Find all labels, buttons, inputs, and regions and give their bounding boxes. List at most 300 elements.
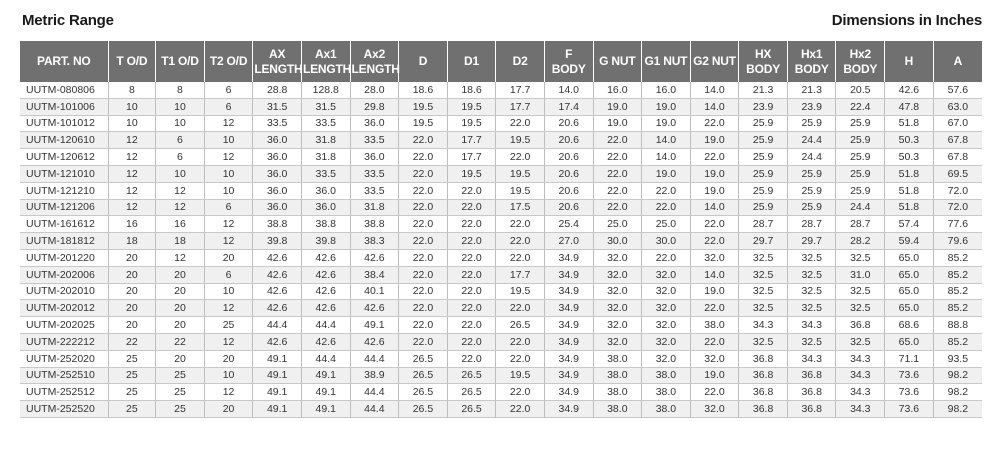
part-number-cell: UUTM-121210	[20, 182, 108, 199]
column-header: T1 O/D	[156, 41, 205, 82]
part-number-cell: UUTM-080806	[20, 82, 108, 98]
dimension-cell: 22.0	[496, 149, 545, 166]
column-header: Ax2 LENGTH	[350, 41, 399, 82]
dimension-cell: 98.2	[933, 367, 982, 384]
dimension-cell: 14.0	[642, 132, 691, 149]
dimension-cell: 42.6	[350, 333, 399, 350]
column-header: F BODY	[544, 41, 593, 82]
column-header: Hx2 BODY	[836, 41, 885, 82]
dimension-cell: 42.6	[253, 249, 302, 266]
dimension-cell: 33.5	[253, 115, 302, 132]
dimension-cell: 44.4	[350, 401, 399, 418]
dimension-cell: 32.5	[836, 333, 885, 350]
dimension-cell: 19.0	[690, 283, 739, 300]
dimension-cell: 22.0	[399, 216, 448, 233]
dimension-cell: 19.5	[496, 182, 545, 199]
dimension-cell: 22.0	[642, 249, 691, 266]
dimension-cell: 22.0	[593, 149, 642, 166]
dimension-cell: 29.7	[739, 233, 788, 250]
dimension-cell: 25.9	[836, 132, 885, 149]
dimension-cell: 20	[156, 350, 205, 367]
dimension-cell: 49.1	[253, 384, 302, 401]
dimension-cell: 31.5	[301, 98, 350, 115]
dimension-cell: 65.0	[885, 283, 934, 300]
dimension-cell: 24.4	[787, 132, 836, 149]
dimension-cell: 19.0	[593, 115, 642, 132]
dimension-cell: 32.5	[739, 249, 788, 266]
dimension-cell: 19.5	[496, 165, 545, 182]
dimension-cell: 22.0	[447, 300, 496, 317]
table-row	[20, 98, 982, 115]
dimension-cell: 34.9	[544, 367, 593, 384]
dimension-cell: 14.0	[690, 199, 739, 216]
dimension-cell: 31.8	[301, 132, 350, 149]
dimension-cell: 34.3	[787, 317, 836, 334]
dimension-cell: 32.5	[787, 300, 836, 317]
dimension-cell: 19.0	[642, 115, 691, 132]
dimension-cell: 42.6	[301, 249, 350, 266]
dimension-cell: 10	[156, 165, 205, 182]
dimension-cell: 25.9	[836, 165, 885, 182]
dimension-cell: 22.0	[447, 233, 496, 250]
dimension-cell: 42.6	[885, 82, 934, 98]
dimension-cell: 128.8	[301, 82, 350, 98]
dimension-cell: 12	[204, 233, 253, 250]
dimension-cell: 19.5	[399, 115, 448, 132]
dimension-cell: 22.0	[690, 300, 739, 317]
dimension-cell: 10	[204, 132, 253, 149]
dimension-cell: 20	[204, 350, 253, 367]
dimension-cell: 28.2	[836, 233, 885, 250]
dimension-cell: 72.0	[933, 182, 982, 199]
dimension-cell: 32.0	[642, 333, 691, 350]
dimension-cell: 42.6	[253, 266, 302, 283]
dimension-cell: 18	[156, 233, 205, 250]
table-row	[20, 132, 982, 149]
dimension-cell: 32.5	[739, 300, 788, 317]
column-header: Ax1 LENGTH	[301, 41, 350, 82]
dimension-cell: 29.8	[350, 98, 399, 115]
dimension-cell: 21.3	[739, 82, 788, 98]
dimension-cell: 6	[204, 266, 253, 283]
dimension-cell: 16	[108, 216, 156, 233]
dimension-cell: 40.1	[350, 283, 399, 300]
dimension-cell: 22.4	[836, 98, 885, 115]
dimensions-table	[20, 41, 982, 418]
column-header: D1	[447, 41, 496, 82]
table-row	[20, 317, 982, 334]
dimension-cell: 85.2	[933, 249, 982, 266]
part-number-cell: UUTM-120612	[20, 149, 108, 166]
dimension-cell: 22.0	[496, 384, 545, 401]
dimension-cell: 85.2	[933, 266, 982, 283]
part-number-cell: UUTM-161612	[20, 216, 108, 233]
dimension-cell: 25.9	[739, 165, 788, 182]
dimension-cell: 22.0	[496, 333, 545, 350]
dimension-cell: 36.0	[253, 132, 302, 149]
dimension-cell: 26.5	[447, 401, 496, 418]
dimension-cell: 20	[156, 300, 205, 317]
dimension-cell: 38.0	[642, 367, 691, 384]
dimension-cell: 14.0	[690, 98, 739, 115]
dimension-cell: 26.5	[399, 384, 448, 401]
dimension-cell: 34.3	[836, 401, 885, 418]
dimension-cell: 25.9	[739, 149, 788, 166]
dimension-cell: 19.5	[447, 165, 496, 182]
part-number-cell: UUTM-222212	[20, 333, 108, 350]
dimension-cell: 22.0	[399, 132, 448, 149]
dimension-cell: 20	[156, 283, 205, 300]
dimension-cell: 22.0	[399, 266, 448, 283]
dimension-cell: 12	[204, 300, 253, 317]
dimension-cell: 47.8	[885, 98, 934, 115]
dimension-cell: 12	[204, 333, 253, 350]
dimension-cell: 20	[156, 266, 205, 283]
dimension-cell: 19.0	[642, 165, 691, 182]
dimension-cell: 32.0	[593, 283, 642, 300]
dimension-cell: 31.8	[350, 199, 399, 216]
dimension-cell: 19.5	[496, 367, 545, 384]
dimension-cell: 32.5	[787, 266, 836, 283]
dimension-cell: 25.9	[836, 115, 885, 132]
dimension-cell: 31.8	[301, 149, 350, 166]
dimension-cell: 12	[108, 182, 156, 199]
dimension-cell: 32.0	[593, 300, 642, 317]
dimension-cell: 26.5	[399, 367, 448, 384]
dimension-cell: 22.0	[642, 199, 691, 216]
dimension-cell: 20	[204, 401, 253, 418]
dimension-cell: 32.0	[642, 317, 691, 334]
dimension-cell: 38.0	[642, 384, 691, 401]
dimension-cell: 73.6	[885, 367, 934, 384]
dimension-cell: 71.1	[885, 350, 934, 367]
dimension-cell: 65.0	[885, 333, 934, 350]
dimension-cell: 33.5	[301, 115, 350, 132]
dimension-cell: 32.5	[787, 333, 836, 350]
dimension-cell: 22.0	[447, 249, 496, 266]
dimension-cell: 49.1	[350, 317, 399, 334]
dimension-cell: 34.9	[544, 283, 593, 300]
dimension-cell: 38.9	[350, 367, 399, 384]
part-number-cell: UUTM-101012	[20, 115, 108, 132]
part-number-cell: UUTM-202010	[20, 283, 108, 300]
dimension-cell: 85.2	[933, 333, 982, 350]
dimension-cell: 50.3	[885, 149, 934, 166]
dimension-cell: 32.0	[593, 333, 642, 350]
dimension-cell: 36.8	[739, 401, 788, 418]
dimension-cell: 17.7	[496, 266, 545, 283]
dimension-cell: 12	[156, 249, 205, 266]
header-bar	[0, 0, 1000, 40]
dimension-cell: 44.4	[301, 317, 350, 334]
dimension-cell: 36.0	[253, 199, 302, 216]
dimension-cell: 25	[108, 367, 156, 384]
dimension-cell: 32.5	[739, 266, 788, 283]
dimension-cell: 34.9	[544, 401, 593, 418]
dimension-cell: 12	[204, 384, 253, 401]
part-number-cell: UUTM-181812	[20, 233, 108, 250]
dimension-cell: 22.0	[447, 266, 496, 283]
dimension-cell: 44.4	[253, 317, 302, 334]
dimension-cell: 28.8	[253, 82, 302, 98]
part-number-cell: UUTM-252512	[20, 384, 108, 401]
dimension-cell: 32.0	[593, 249, 642, 266]
dimension-cell: 34.9	[544, 266, 593, 283]
dimension-cell: 36.8	[787, 367, 836, 384]
dimension-cell: 22.0	[593, 165, 642, 182]
table-row	[20, 333, 982, 350]
dimension-cell: 42.6	[301, 266, 350, 283]
dimension-cell: 26.5	[447, 367, 496, 384]
dimension-cell: 39.8	[253, 233, 302, 250]
dimension-cell: 33.5	[350, 165, 399, 182]
dimension-cell: 36.8	[836, 317, 885, 334]
table-row	[20, 350, 982, 367]
part-number-cell: UUTM-201220	[20, 249, 108, 266]
dimension-cell: 98.2	[933, 401, 982, 418]
table-row	[20, 367, 982, 384]
dimension-cell: 12	[156, 199, 205, 216]
dimension-cell: 36.8	[787, 384, 836, 401]
table-row	[20, 266, 982, 283]
dimension-cell: 34.3	[836, 367, 885, 384]
dimension-cell: 34.9	[544, 249, 593, 266]
dimension-cell: 19.0	[690, 367, 739, 384]
column-header: G NUT	[593, 41, 642, 82]
column-header: G1 NUT	[642, 41, 691, 82]
column-header: Hx1 BODY	[787, 41, 836, 82]
dimension-cell: 17.7	[447, 149, 496, 166]
dimension-cell: 73.6	[885, 384, 934, 401]
dimension-cell: 21.3	[787, 82, 836, 98]
dimension-cell: 26.5	[496, 317, 545, 334]
dimension-cell: 34.9	[544, 317, 593, 334]
table-row	[20, 216, 982, 233]
dimension-cell: 33.5	[350, 132, 399, 149]
dimension-cell: 20	[108, 266, 156, 283]
dimension-cell: 19.5	[447, 98, 496, 115]
dimension-cell: 28.7	[836, 216, 885, 233]
dimension-cell: 39.8	[301, 233, 350, 250]
column-header: G2 NUT	[690, 41, 739, 82]
dimension-cell: 22.0	[593, 199, 642, 216]
dimension-cell: 22	[156, 333, 205, 350]
dimension-cell: 25.9	[787, 182, 836, 199]
dimension-cell: 19.5	[496, 132, 545, 149]
dimension-cell: 36.8	[739, 367, 788, 384]
dimension-cell: 49.1	[301, 367, 350, 384]
dimension-cell: 22.0	[690, 216, 739, 233]
dimension-cell: 30.0	[593, 233, 642, 250]
dimension-cell: 16.0	[642, 82, 691, 98]
dimension-cell: 34.3	[787, 350, 836, 367]
dimension-cell: 28.7	[787, 216, 836, 233]
dimension-cell: 20.6	[544, 165, 593, 182]
table-row	[20, 199, 982, 216]
dimension-cell: 19.0	[690, 165, 739, 182]
dimension-cell: 12	[108, 149, 156, 166]
dimension-cell: 44.4	[350, 384, 399, 401]
dimension-cell: 26.5	[447, 384, 496, 401]
dimension-cell: 6	[156, 149, 205, 166]
dimension-cell: 22.0	[447, 182, 496, 199]
dimension-cell: 33.5	[350, 182, 399, 199]
part-number-cell: UUTM-202025	[20, 317, 108, 334]
dimension-cell: 6	[204, 82, 253, 98]
dimension-cell: 6	[156, 132, 205, 149]
dimension-cell: 42.6	[253, 333, 302, 350]
dimension-cell: 67.8	[933, 132, 982, 149]
dimension-cell: 14.0	[544, 82, 593, 98]
dimension-cell: 10	[204, 283, 253, 300]
dimension-cell: 22.0	[399, 149, 448, 166]
dimension-cell: 93.5	[933, 350, 982, 367]
dimension-cell: 34.3	[836, 384, 885, 401]
dimension-cell: 31.5	[253, 98, 302, 115]
dimension-cell: 42.6	[350, 300, 399, 317]
dimension-cell: 50.3	[885, 132, 934, 149]
dimension-cell: 26.5	[399, 401, 448, 418]
table-body	[20, 82, 982, 417]
dimension-cell: 17.7	[496, 82, 545, 98]
dimension-cell: 8	[108, 82, 156, 98]
dimension-cell: 49.1	[253, 350, 302, 367]
dimension-cell: 22.0	[447, 317, 496, 334]
dimension-cell: 25.9	[739, 182, 788, 199]
dimension-cell: 10	[156, 115, 205, 132]
table-header-row	[20, 41, 982, 82]
dimension-cell: 63.0	[933, 98, 982, 115]
dimension-cell: 17.4	[544, 98, 593, 115]
dimension-cell: 10	[204, 182, 253, 199]
column-header: T2 O/D	[204, 41, 253, 82]
dimension-cell: 6	[204, 199, 253, 216]
table-row	[20, 384, 982, 401]
dimension-cell: 19.0	[690, 182, 739, 199]
dimension-cell: 25.0	[593, 216, 642, 233]
dimension-cell: 36.0	[301, 199, 350, 216]
dimension-cell: 65.0	[885, 300, 934, 317]
dimension-cell: 49.1	[301, 401, 350, 418]
dimension-cell: 38.8	[301, 216, 350, 233]
dimension-cell: 10	[156, 98, 205, 115]
table-row	[20, 300, 982, 317]
dimension-cell: 8	[156, 82, 205, 98]
dimension-cell: 32.0	[642, 283, 691, 300]
dimension-cell: 22.0	[399, 233, 448, 250]
dimension-cell: 33.5	[301, 165, 350, 182]
dimension-cell: 32.5	[739, 283, 788, 300]
dimension-cell: 23.9	[739, 98, 788, 115]
dimension-cell: 16	[156, 216, 205, 233]
dimension-cell: 77.6	[933, 216, 982, 233]
dimension-cell: 25.9	[836, 182, 885, 199]
column-header: PART. NO	[20, 41, 108, 82]
dimension-cell: 22.0	[496, 115, 545, 132]
dimension-cell: 36.0	[253, 182, 302, 199]
dimension-cell: 20	[108, 300, 156, 317]
dimension-cell: 25	[108, 384, 156, 401]
dimension-cell: 20.6	[544, 199, 593, 216]
dimension-cell: 19.5	[399, 98, 448, 115]
dimension-cell: 22.0	[399, 333, 448, 350]
range-title: Metric Range	[22, 12, 114, 29]
dimension-cell: 16.0	[593, 82, 642, 98]
dimension-cell: 27.0	[544, 233, 593, 250]
dimension-cell: 26.5	[399, 350, 448, 367]
dimension-cell: 34.9	[544, 300, 593, 317]
dimension-cell: 88.8	[933, 317, 982, 334]
dimension-cell: 17.5	[496, 199, 545, 216]
part-number-cell: UUTM-121206	[20, 199, 108, 216]
dimension-cell: 38.0	[593, 384, 642, 401]
dimension-cell: 67.0	[933, 115, 982, 132]
dimension-cell: 25	[108, 350, 156, 367]
dimension-cell: 31.0	[836, 266, 885, 283]
dimension-cell: 34.9	[544, 333, 593, 350]
part-number-cell: UUTM-202006	[20, 266, 108, 283]
dimension-cell: 25	[108, 401, 156, 418]
dimension-cell: 98.2	[933, 384, 982, 401]
dimension-cell: 25	[156, 367, 205, 384]
dimension-cell: 22.0	[399, 249, 448, 266]
dimension-cell: 12	[108, 132, 156, 149]
dimension-cell: 69.5	[933, 165, 982, 182]
dimension-cell: 34.9	[544, 350, 593, 367]
dimension-cell: 25.4	[544, 216, 593, 233]
dimension-cell: 42.6	[253, 300, 302, 317]
part-number-cell: UUTM-121010	[20, 165, 108, 182]
table-row	[20, 182, 982, 199]
dimension-cell: 22.0	[690, 333, 739, 350]
dimension-cell: 17.7	[447, 132, 496, 149]
dimension-cell: 22.0	[399, 165, 448, 182]
dimension-cell: 65.0	[885, 249, 934, 266]
dimension-cell: 38.0	[642, 401, 691, 418]
column-header: A	[933, 41, 982, 82]
dimension-cell: 19.5	[496, 283, 545, 300]
dimension-cell: 32.5	[787, 249, 836, 266]
dimension-cell: 22.0	[447, 333, 496, 350]
part-number-cell: UUTM-101006	[20, 98, 108, 115]
dimension-cell: 22.0	[447, 350, 496, 367]
dimension-cell: 57.4	[885, 216, 934, 233]
dimension-cell: 22.0	[593, 182, 642, 199]
dimension-cell: 67.8	[933, 149, 982, 166]
dimension-cell: 10	[204, 165, 253, 182]
table-row	[20, 283, 982, 300]
dimension-cell: 32.0	[690, 401, 739, 418]
dimension-cell: 85.2	[933, 283, 982, 300]
dimension-cell: 22.0	[496, 249, 545, 266]
dimension-cell: 22.0	[399, 283, 448, 300]
dimension-cell: 38.0	[593, 350, 642, 367]
dimension-cell: 22.0	[447, 216, 496, 233]
dimension-cell: 32.0	[642, 300, 691, 317]
dimension-cell: 68.6	[885, 317, 934, 334]
dimension-cell: 38.3	[350, 233, 399, 250]
dimension-cell: 51.8	[885, 182, 934, 199]
dimension-cell: 20	[108, 283, 156, 300]
dimension-cell: 32.5	[836, 283, 885, 300]
table-row	[20, 82, 982, 98]
dimension-cell: 17.7	[496, 98, 545, 115]
dimension-cell: 18.6	[447, 82, 496, 98]
dimension-cell: 38.4	[350, 266, 399, 283]
dimension-cell: 44.4	[350, 350, 399, 367]
dimension-cell: 12	[108, 165, 156, 182]
dimension-cell: 20.6	[544, 115, 593, 132]
